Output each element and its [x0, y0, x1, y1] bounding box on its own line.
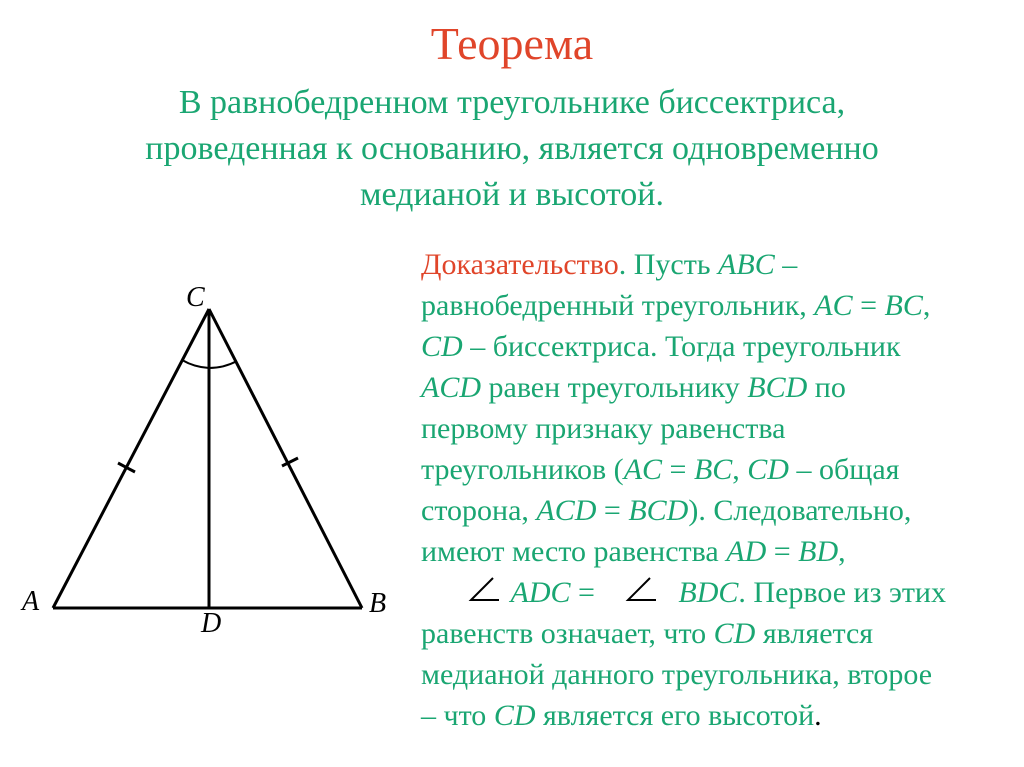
- side-ac: [53, 309, 209, 608]
- proof-text-span: по: [807, 371, 846, 404]
- side-bc: [209, 309, 362, 608]
- proof-text-span: является его высотой: [535, 699, 815, 732]
- vertex-label-c: C: [186, 282, 205, 313]
- theorem-line-2: проведенная к основанию, является одновременно: [145, 130, 879, 167]
- proof-line-10: [421, 613, 1021, 654]
- theorem-statement: [40, 80, 984, 218]
- proof-text-span: =: [662, 453, 694, 486]
- angle-icon: [622, 574, 660, 604]
- point-label-d: D: [201, 608, 222, 639]
- proof-italic: ACD: [421, 371, 481, 404]
- angle-icon: [465, 574, 503, 604]
- proof-line-12: [421, 695, 1021, 736]
- angle-arc-bcd: [209, 361, 237, 368]
- proof-italic: ACD: [536, 494, 597, 527]
- proof-text-span: . Первое из этих: [738, 576, 946, 609]
- proof-text-span: . Пусть: [618, 248, 719, 281]
- proof-text-span: – биссектриса. Тогда треугольник: [462, 330, 901, 363]
- proof-italic: ADC: [510, 576, 571, 609]
- proof-italic: CD: [493, 699, 536, 732]
- proof-text-span: =: [852, 289, 885, 322]
- triangle-figure: [0, 270, 410, 650]
- proof-line-4: [421, 367, 1021, 408]
- proof-italic: BD: [798, 535, 839, 568]
- proof-line-1: [421, 244, 1021, 285]
- proof-text-span: =: [766, 535, 799, 568]
- proof-text-span: =: [570, 576, 603, 609]
- theorem-line-3: медианой и высотой.: [360, 176, 664, 213]
- proof-italic: AC: [814, 289, 853, 322]
- proof-text-span: имеют место равенства: [421, 535, 727, 568]
- angle-arc-acd: [182, 360, 209, 368]
- proof-text-span: ,: [838, 535, 846, 568]
- proof-text-span: – что: [421, 699, 494, 732]
- proof-text-span: =: [596, 494, 629, 527]
- proof-text-span: ,: [922, 289, 931, 322]
- vertex-label-b: B: [369, 588, 387, 619]
- proof-text-span: равен треугольнику: [481, 371, 748, 404]
- proof-line-8: [421, 531, 1021, 572]
- proof-text-span: треугольников (: [421, 453, 624, 486]
- proof-italic: CD: [713, 617, 756, 650]
- theorem-line-1: В равнобедренном треугольнике биссектриса,: [178, 84, 846, 121]
- proof-label: Доказательство: [421, 248, 619, 281]
- proof-text-span: ). Следовательно,: [688, 494, 912, 527]
- proof-italic: CD: [421, 330, 463, 363]
- proof-text-span: сторона,: [421, 494, 537, 527]
- proof-text-span: равенств означает, что: [421, 617, 714, 650]
- proof-italic: BCD: [747, 371, 808, 404]
- proof-text: [421, 244, 1021, 736]
- proof-line-2: [421, 285, 1021, 326]
- proof-text-span: ,: [732, 453, 748, 486]
- proof-text-span: – общая: [788, 453, 900, 486]
- proof-line-5: первому признаку равенства: [421, 412, 786, 445]
- theorem-title: Теорема: [430, 18, 594, 69]
- proof-italic: BCD: [628, 494, 689, 527]
- proof-line-9: [421, 572, 1021, 613]
- proof-line-3: [421, 326, 1021, 367]
- vertex-label-a: A: [22, 586, 40, 617]
- proof-italic: BC: [693, 453, 733, 486]
- proof-text-span: .: [814, 699, 822, 732]
- proof-text-span: равнобедренный треугольник,: [421, 289, 815, 322]
- proof-italic: CD: [747, 453, 789, 486]
- proof-line-11: медианой данного треугольника, второе: [421, 658, 933, 691]
- proof-line-7: [421, 490, 1021, 531]
- proof-italic: BC: [884, 289, 923, 322]
- proof-text-span: –: [774, 248, 798, 281]
- proof-italic: AC: [623, 453, 663, 486]
- proof-italic: BDC: [678, 576, 739, 609]
- proof-italic: AD: [726, 535, 767, 568]
- proof-italic: ABC: [718, 248, 775, 281]
- proof-line-6: [421, 449, 1021, 490]
- proof-text-span: является: [755, 617, 874, 650]
